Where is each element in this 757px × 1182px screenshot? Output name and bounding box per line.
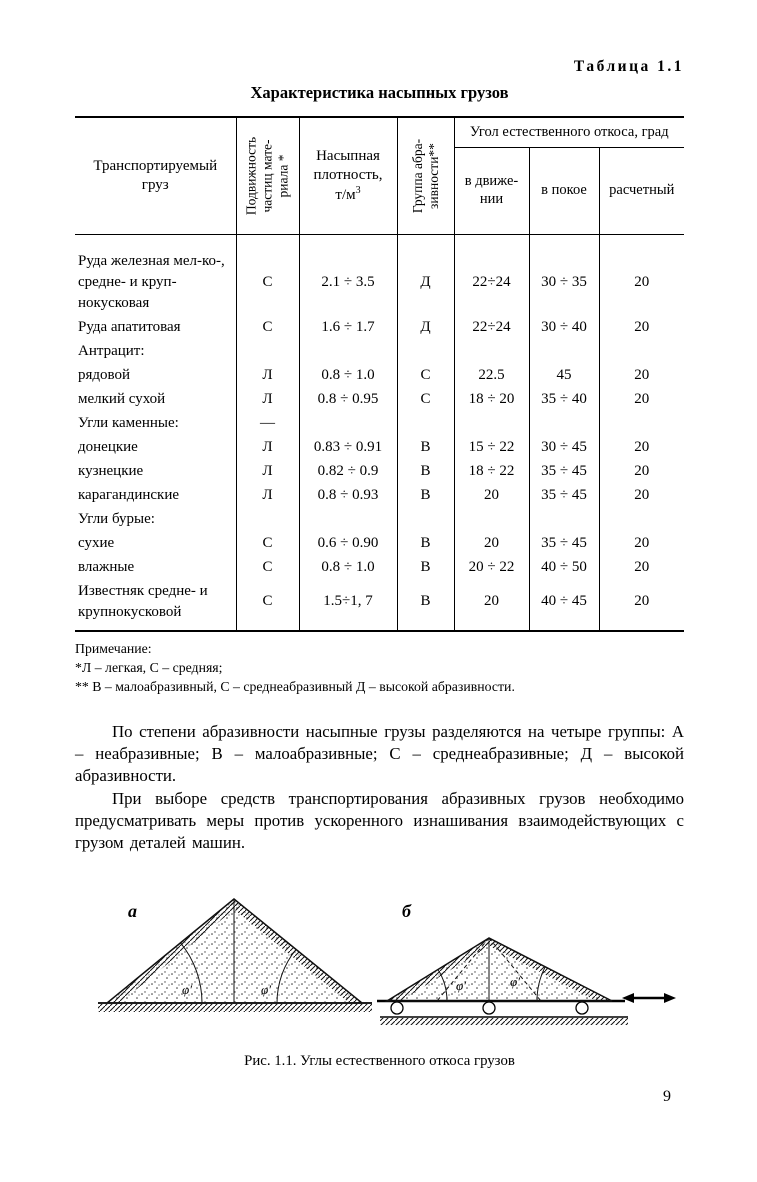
cell-mobility: С — [236, 531, 299, 555]
table-row — [75, 387, 684, 411]
note-title: Примечание: — [75, 640, 152, 656]
cell-motion — [454, 411, 529, 435]
cell-density: 1.5÷1, 7 — [299, 579, 397, 631]
cell-cargo: сухие — [78, 534, 115, 551]
cell-calc: 20 — [599, 555, 684, 579]
cell-calc: 20 — [599, 315, 684, 339]
header-mobility-text: Подвижность частиц мате- риала * — [243, 136, 291, 215]
cell-rest: 30 ÷ 40 — [529, 315, 599, 339]
repose-angles-diagram — [80, 891, 680, 1031]
cell-density: 0.6 ÷ 0.90 — [299, 531, 397, 555]
header-mobility — [236, 117, 299, 234]
cell-rest: 35 ÷ 45 — [529, 459, 599, 483]
phi-label-b-right: φ′ — [509, 973, 520, 989]
table-row — [75, 315, 684, 339]
cell-motion — [454, 507, 529, 531]
cell-mobility — [236, 507, 299, 531]
cell-motion: 20 — [454, 579, 529, 631]
note-line-1: *Л – легкая, С – средняя; — [75, 659, 223, 675]
density-superscript: 3 — [355, 184, 361, 196]
cell-abr: В — [397, 555, 454, 579]
cell-motion — [454, 339, 529, 363]
cell-cargo: донецкие — [78, 438, 138, 455]
cell-mobility: Л — [236, 435, 299, 459]
table-row — [75, 339, 684, 363]
header-at-rest: в покое — [529, 147, 599, 234]
table-row — [75, 459, 684, 483]
cell-mobility: Л — [236, 363, 299, 387]
page-number: 9 — [663, 1088, 671, 1105]
cell-calc — [599, 339, 684, 363]
cell-density: 1.6 ÷ 1.7 — [299, 315, 397, 339]
diagram-b-label: б — [401, 900, 411, 921]
roller-center — [483, 1002, 495, 1014]
cell-abr: В — [397, 531, 454, 555]
note-line-2: ** В – малоабразивный, С – среднеабразивный Д – высокой абразивности. — [75, 678, 515, 694]
cell-calc — [599, 507, 684, 531]
bulk-table-body — [75, 234, 684, 631]
cell-density: 0.8 ÷ 1.0 — [299, 555, 397, 579]
cell-abr: Д — [397, 315, 454, 339]
cell-density — [299, 339, 397, 363]
cell-calc: 20 — [599, 234, 684, 315]
cell-motion: 15 ÷ 22 — [454, 435, 529, 459]
table-row — [75, 579, 684, 631]
cell-cargo: карагандинские — [78, 486, 180, 503]
cell-abr: В — [397, 483, 454, 507]
cell-calc: 20 — [599, 387, 684, 411]
cell-abr: С — [397, 363, 454, 387]
cell-abr: С — [397, 387, 454, 411]
table-row — [75, 531, 684, 555]
cell-mobility: С — [236, 555, 299, 579]
cell-cargo: Антрацит: — [78, 342, 145, 359]
cell-mobility: С — [236, 579, 299, 631]
cell-cargo: Угли каменные: — [78, 414, 179, 431]
cell-cargo: мелкий сухой — [78, 390, 166, 407]
cell-motion: 20 ÷ 22 — [454, 555, 529, 579]
cell-density: 0.8 ÷ 0.93 — [299, 483, 397, 507]
cell-density: 0.8 ÷ 0.95 — [299, 387, 397, 411]
phi-label-b-left: φ′ — [455, 977, 466, 993]
header-abrasiveness-text: Группа абра- зивности** — [409, 138, 441, 213]
cell-density: 0.8 ÷ 1.0 — [299, 363, 397, 387]
cell-abr: В — [397, 579, 454, 631]
cell-calc: 20 — [599, 363, 684, 387]
cell-motion: 22÷24 — [454, 315, 529, 339]
cell-motion: 18 ÷ 20 — [454, 387, 529, 411]
cell-motion: 20 — [454, 483, 529, 507]
cell-mobility: С — [236, 234, 299, 315]
table-row — [75, 555, 684, 579]
cell-abr — [397, 411, 454, 435]
cell-cargo: кузнецкие — [78, 462, 144, 479]
header-density: Насыпная плотность, $т/м^3$ — [299, 117, 397, 234]
table-title: Характеристика насыпных грузов — [250, 83, 509, 102]
cell-cargo: Руда железная мел-ко-, средне- и круп-нокусковая — [78, 252, 225, 311]
motion-arrow-icon — [622, 993, 676, 1003]
cell-rest — [529, 339, 599, 363]
ground-hatch-b — [380, 1018, 628, 1025]
cell-mobility: — — [236, 411, 299, 435]
cell-calc: 20 — [599, 579, 684, 631]
cell-rest: 30 ÷ 35 — [529, 234, 599, 315]
cell-motion: 20 — [454, 531, 529, 555]
cell-density: 0.82 ÷ 0.9 — [299, 459, 397, 483]
table-notes — [75, 639, 684, 696]
cell-abr: Д — [397, 234, 454, 315]
bulk-cargo-table — [75, 116, 684, 632]
cell-abr: В — [397, 459, 454, 483]
cell-rest: 30 ÷ 45 — [529, 435, 599, 459]
cell-mobility: Л — [236, 483, 299, 507]
table-row — [75, 363, 684, 387]
paragraph-abrasiveness-groups: По степени абразивности насыпные грузы разделяются на четыре группы: А – неабразивные; В – малоабразивные; С – среднеабразивные; Д – высокой абразивности. — [75, 721, 684, 786]
cell-density: 2.1 ÷ 3.5 — [299, 234, 397, 315]
cell-rest: 40 ÷ 50 — [529, 555, 599, 579]
cell-abr: В — [397, 435, 454, 459]
cell-density: 0.83 ÷ 0.91 — [299, 435, 397, 459]
cell-rest: 35 ÷ 45 — [529, 531, 599, 555]
cell-cargo: влажные — [78, 558, 135, 575]
header-calculated: расчетный — [599, 147, 684, 234]
header-in-motion: в движе-нии — [454, 147, 529, 234]
table-number-label: Таблица 1.1 — [573, 58, 684, 75]
cell-rest — [529, 411, 599, 435]
cell-mobility: Л — [236, 459, 299, 483]
cell-density — [299, 411, 397, 435]
paragraph-transport-means: При выборе средств транспортирования абразивных грузов необходимо предусматривать меры против ускоренного изнашивания взаимодействующих с грузом деталей машин. — [75, 788, 684, 853]
cell-rest — [529, 507, 599, 531]
roller-right — [576, 1002, 588, 1014]
phi-label-a-left: φ′ — [181, 981, 192, 997]
cell-motion: 18 ÷ 22 — [454, 459, 529, 483]
cell-calc — [599, 411, 684, 435]
cell-mobility: Л — [236, 387, 299, 411]
cell-mobility: С — [236, 315, 299, 339]
header-abrasiveness — [397, 117, 454, 234]
diagram-b — [377, 901, 676, 1025]
ground-hatch-a — [98, 1004, 372, 1012]
table-row — [75, 411, 684, 435]
cell-motion: 22.5 — [454, 363, 529, 387]
cell-rest: 35 ÷ 40 — [529, 387, 599, 411]
cell-mobility — [236, 339, 299, 363]
cell-cargo: Руда апатитовая — [78, 318, 181, 335]
cell-cargo: Угли бурые: — [78, 510, 155, 527]
cell-cargo: рядовой — [78, 366, 131, 383]
cell-density — [299, 507, 397, 531]
roller-left — [391, 1002, 403, 1014]
table-row — [75, 507, 684, 531]
body-text — [75, 721, 684, 855]
table-row — [75, 435, 684, 459]
header-angle-group: Угол естественного откоса, град — [454, 117, 684, 147]
cell-motion: 22÷24 — [454, 234, 529, 315]
cell-cargo: Известняк средне- и крупнокусковой — [78, 582, 208, 620]
cell-rest: 40 ÷ 45 — [529, 579, 599, 631]
cell-abr — [397, 339, 454, 363]
phi-label-a-right: φ′ — [260, 981, 271, 997]
table-row — [75, 483, 684, 507]
table-header — [75, 117, 684, 234]
figure-caption: Рис. 1.1. Углы естественного откоса грузов — [244, 1052, 515, 1069]
cell-calc: 20 — [599, 531, 684, 555]
cell-rest: 35 ÷ 45 — [529, 483, 599, 507]
cell-calc: 20 — [599, 483, 684, 507]
header-cargo: Транспортируемый груз — [75, 117, 236, 234]
cell-calc: 20 — [599, 459, 684, 483]
figure-repose-angles — [75, 891, 684, 1031]
diagram-a-label: а — [127, 900, 137, 921]
diagram-a — [98, 899, 372, 1012]
cell-rest: 45 — [529, 363, 599, 387]
cell-abr — [397, 507, 454, 531]
table-row — [75, 234, 684, 315]
cell-calc: 20 — [599, 435, 684, 459]
